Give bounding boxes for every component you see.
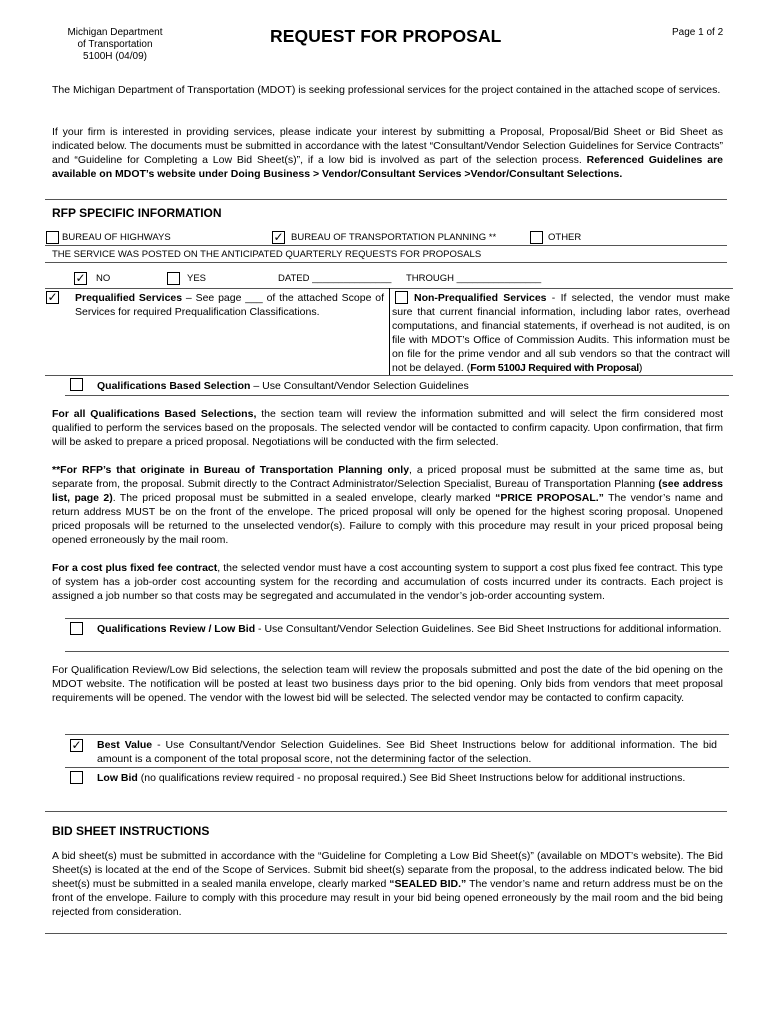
intro-paragraph-2 (52, 125, 723, 181)
divider (65, 618, 729, 619)
qbs-para-text: the section team will review the information submitted and will select the firm considered most qualified to perform the services based on the proposals. The selected vendor will be contacted to confirm capacity. Upon confirmation, that firm will be asked to prepare a priced proposal. Negotiations will be conducted with the firm selected. (52, 408, 723, 448)
low-bid-text: (no qualifications review required - no proposal required.) See Bid Sheet Instructions below for additional instructions. (137, 772, 686, 784)
best-value-title: Best Value (97, 739, 153, 751)
prequalified-checkbox[interactable]: ✓ (47, 290, 58, 304)
department-header (55, 27, 175, 63)
divider (65, 651, 729, 652)
non-prequalified-title: Non-Prequalified Services (414, 292, 547, 304)
page-title: REQUEST FOR PROPOSAL (270, 26, 502, 46)
price-proposal-mark: “PRICE PROPOSAL.” (495, 492, 604, 504)
cost-plus-text: , the selected vendor must have a cost accounting system to support a cost plus fixed fee contract. This type of system has a job-order cost accounting system for the recording and accumulation of costs incurred under its contracts. Each project is assigned a job number so that costs may be segregated and accumulated in the vendor’s job-order accounting system. (52, 562, 723, 602)
divider (45, 245, 727, 246)
qbs-title: Qualifications Based Selection (97, 380, 251, 392)
address-list-note: (see address list, page 2) (52, 478, 723, 504)
intro-text: If your firm is interested in providing services, please indicate your interest by submitting a Proposal, Proposal/Bid Sheet or Bid Sheet as indicated below. The documents must be submitted in accordance with the latest “Consultant/Vendor Selection Guidelines for Service Contracts” and “Guideline for Completing a Low Bid Sheet(s)”, if a low bid is involved as part of the selection process. (52, 126, 723, 166)
dated-field[interactable]: DATED _______________ (278, 273, 392, 284)
form-number: 5100H (04/09) (83, 51, 147, 62)
bid-sheet-paragraph (52, 849, 723, 919)
planning-text-1: , a priced proposal must be submitted at the same time as, but separate from, the proposal. Submit directly to the Contract Administrator/Selection Specialist, Bureau of Transportation Planning (52, 464, 723, 490)
form-5100j-note: Form 5100J Required with Proposal (470, 362, 639, 374)
paren: ) (638, 362, 643, 374)
divider (45, 375, 733, 376)
low-bid-checkbox[interactable] (70, 771, 83, 784)
non-prequalified-text: - If selected, the vendor must make sure that current financial information, including labor rates, overhead computations, and financial statements, if overhead is not audited, is on file with MDOT’s Office of Commission Audits. This information must be on file for the prime vendor and all sub vendors so that the contract will not be delayed. ( (392, 292, 730, 374)
best-value-option (97, 738, 717, 766)
posted-yes-label: YES (187, 273, 207, 284)
posted-yes-checkbox[interactable] (167, 272, 180, 285)
qbs-paragraph (52, 407, 723, 449)
low-bid-title: Low Bid (97, 772, 138, 784)
prequalified-services (75, 291, 384, 319)
divider (45, 933, 727, 934)
intro-guidelines-note: Referenced Guidelines are available on MDOT’s website under Doing Business > Vendor/Consultant Services >Vendor/Consultant Selections. (52, 154, 723, 180)
dept-line-2: of Transportation (77, 39, 153, 50)
bid-sheet-text-2: The vendor’s name and return address must be on the front of the envelope. Failure to comply with this procedure may result in your bid being opened erroneously by the mail room and the bid being rejected from consideration. (52, 878, 723, 918)
planning-paragraph (52, 463, 723, 547)
prequalified-title: Prequalified Services (75, 292, 183, 304)
rfp-section-heading: RFP SPECIFIC INFORMATION (52, 206, 222, 220)
divider (45, 811, 727, 812)
other-checkbox[interactable] (530, 231, 543, 244)
cost-plus-lead: For a cost plus fixed fee contract (52, 562, 218, 574)
qr-low-bid-paragraph: For Qualification Review/Low Bid selections, the selection team will review the proposals submitted and post the date of the bid opening on the MDOT website. The notification will be posted at least two business days prior to the bid opening. Only bids from vendors that meet proposal requirements will be opened. The vendor with the lowest bid will be selected. The selected vendor may be contacted to confirm capacity. (52, 664, 723, 704)
column-divider (389, 288, 390, 375)
bureau-highways-checkbox[interactable] (46, 231, 59, 244)
qbs-text: – Use Consultant/Vendor Selection Guidelines (250, 380, 469, 392)
bureau-planning-checkbox[interactable]: ✓ (273, 230, 284, 244)
qr-low-bid-title: Qualifications Review / Low Bid (97, 623, 256, 635)
prequalified-text: – See page ___ of the attached Scope of Services for required Prequalification Classifications. (75, 292, 384, 318)
bureau-highways-label: BUREAU OF HIGHWAYS (62, 232, 171, 243)
non-prequalified-services (392, 291, 730, 375)
sealed-bid-mark: “SEALED BID.” (389, 878, 467, 890)
other-label: OTHER (548, 232, 582, 243)
planning-lead: **For RFP’s that originate in Bureau of Transportation Planning only (52, 464, 410, 476)
qbs-para-lead: For all Qualifications Based Selections, (52, 408, 257, 420)
posted-line: THE SERVICE WAS POSTED ON THE ANTICIPATED QUARTERLY REQUESTS FOR PROPOSALS (52, 249, 482, 260)
posted-no-checkbox[interactable]: ✓ (75, 271, 86, 285)
posted-no-label: NO (96, 273, 111, 284)
qr-low-bid-checkbox[interactable] (70, 622, 83, 635)
through-field[interactable]: THROUGH ________________ (406, 273, 542, 284)
qbs-checkbox[interactable] (70, 378, 83, 391)
intro-paragraph-1: The Michigan Department of Transportation (MDOT) is seeking professional services for the project contained in the attached scope of services. (52, 84, 721, 96)
divider (45, 199, 727, 200)
bid-sheet-text-1: A bid sheet(s) must be submitted in accordance with the “Guideline for Completing a Low Bid Sheet(s)” (available on MDOT’s website). The Bid Sheet(s) is located at the end of the Scope of Services. Submit bid sheet(s) separate from the proposal, to the address indicated below. The bid sheet(s) must be submitted in a sealed manila envelope, clearly marked (52, 850, 723, 890)
qbs-option (97, 379, 469, 393)
divider (65, 395, 729, 396)
cost-plus-paragraph (52, 561, 723, 603)
bureau-planning-label: BUREAU OF TRANSPORTATION PLANNING ** (291, 232, 497, 243)
planning-text-2: . The priced proposal must be submitted in a sealed envelope, clearly marked (112, 492, 496, 504)
low-bid-option (97, 771, 723, 785)
bid-sheet-heading: BID SHEET INSTRUCTIONS (52, 824, 210, 838)
dept-line-1: Michigan Department (67, 27, 163, 38)
qr-low-bid-text: - Use Consultant/Vendor Selection Guidelines. See Bid Sheet Instructions for additional information. (255, 623, 722, 635)
divider (65, 734, 729, 735)
best-value-text: - Use Consultant/Vendor Selection Guidelines. See Bid Sheet Instructions below for additional information. The bid amount is a component of the total proposal score, not the determining factor of the selection. (97, 739, 717, 765)
divider (45, 262, 727, 263)
qr-low-bid-option (97, 622, 723, 636)
best-value-checkbox[interactable]: ✓ (71, 738, 82, 752)
divider (65, 767, 729, 768)
page-number: Page 1 of 2 (672, 27, 724, 38)
planning-text-3: The vendor’s name and return address MUST be on the front of the envelope. The priced proposal will only be opened for the highest scoring proposal. Unopened priced proposals will be returned to the unselected vendor(s). Failure to comply with this procedure may result in your priced proposal being opened erroneously by the mail room. (52, 492, 723, 546)
